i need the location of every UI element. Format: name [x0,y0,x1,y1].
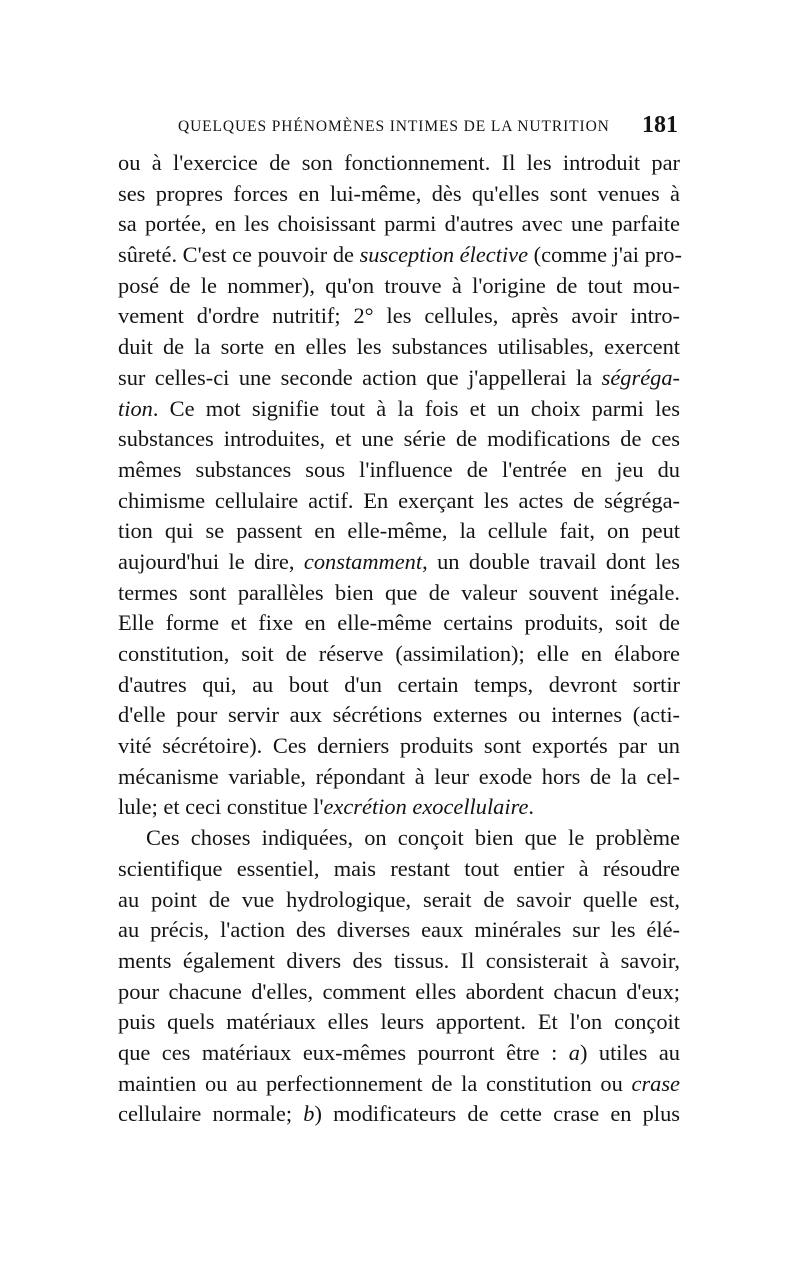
text-run: d'elle pour servir aux sécrétions externes ou internes (acti- [118,702,680,728]
text-line [118,363,680,394]
text-run: substances introduites, et une série de modifications de ces [118,426,680,452]
text-line [118,240,680,271]
text-line [118,148,680,179]
page-number: 181 [642,112,678,138]
text-run: puis quels matériaux elles leurs apportent. Et l'on conçoit [118,1009,680,1035]
text-run: (comme j'ai pro- [528,242,682,268]
text-run: sur celles-ci une seconde action que j'appellerai la [118,364,602,390]
text-run: , un double travail dont les [422,548,680,574]
text-run: aujourd'hui le dire, [118,548,304,574]
text-line [118,946,680,977]
text-line [118,915,680,946]
text-run: . [528,794,535,820]
running-title: QUELQUES PHÉNOMÈNES INTIMES DE LA NUTRITION [178,118,610,135]
text-run: scientifique essentiel, mais restant tout entier à résoudre [118,855,680,881]
text-run: ) utiles au [579,1039,680,1065]
text-line [118,608,680,639]
text-line [118,977,680,1008]
text-line [118,670,680,701]
text-run: au précis, l'action des diverses eaux minérales sur les élé- [118,917,680,943]
text-line [118,578,680,609]
text-run: duit de la sorte en elles les substances utilisables, exercent [118,334,680,360]
italic-text: crase [631,1070,680,1096]
italic-text: ségréga- [601,364,680,390]
text-line [118,455,680,486]
text-run: vement d'ordre nutritif; 2° les cellules, après avoir intro- [118,303,680,329]
text-line [118,332,680,363]
italic-text: tion [118,395,153,421]
text-line [118,271,680,302]
text-run: constitution, soit de réserve (assimilation); elle en élabore [118,641,680,666]
text-run: que ces matériaux eux-mêmes pourront être : [118,1039,569,1065]
text-run: Ces choses indiquées, on conçoit bien que le problème [146,825,680,851]
running-head [118,112,680,142]
text-run: mêmes substances sous l'influence de l'entrée en jeu du [118,456,680,482]
text-line [118,209,680,240]
italic-text: b [303,1101,315,1127]
text-run: cellulaire normale; [118,1101,304,1127]
text-run: lule; et ceci constitue l' [118,794,324,820]
italic-text: constamment [303,548,423,574]
text-line [118,547,680,578]
text-run: ) modificateurs de cette crase en plus [314,1101,680,1127]
text-run: sa portée, en les choisissant parmi d'autres avec une parfaite [118,211,680,237]
text-run: vité sécrétoire). Ces derniers produits sont exportés par un [118,733,680,759]
text-line [118,854,680,885]
text-line [118,639,680,670]
text-line [118,394,680,425]
text-run: posé de le nommer), qu'on trouve à l'origine de tout mou- [118,272,680,298]
text-run: pour chacune d'elles, comment elles abordent chacun d'eux; [118,978,680,1004]
text-run: Elle forme et fixe en elle-même certains produits, soit de [118,610,680,636]
text-line [118,762,680,793]
text-run: chimisme cellulaire actif. En exerçant les actes de ségréga- [118,487,680,513]
text-run: au point de vue hydrologique, serait de savoir quelle est, [118,886,680,912]
text-line [118,486,680,517]
text-line [118,885,680,916]
italic-text: excrétion exocellulaire [323,794,529,820]
text-line [118,516,680,547]
text-line [118,731,680,762]
text-run: termes sont parallèles bien que de valeur souvent inégale. [118,579,680,605]
text-run: . Ce mot signifie tout à la fois et un choix parmi les [152,395,680,421]
text-run: sûreté. C'est ce pouvoir de [118,242,360,268]
italic-text: a [568,1039,580,1065]
text-run: tion qui se passent en elle-même, la cellule fait, on peut [118,518,680,544]
text-line [118,1099,680,1130]
text-line [118,301,680,332]
text-line [118,1069,680,1100]
text-run: maintien ou au perfectionnement de la constitution ou [118,1070,632,1096]
text-run: ments également divers des tissus. Il consisterait à savoir, [118,947,680,973]
text-line [118,1007,680,1038]
text-run: ses propres forces en lui-même, dès qu'elles sont venues à [118,180,680,206]
text-line [118,179,680,210]
italic-text: susception élective [359,242,529,268]
text-line [118,700,680,731]
text-run: d'autres qui, au bout d'un certain temps, devront sortir [118,671,680,697]
text-run: ou à l'exercice de son fonctionnement. Il les introduit par [118,150,680,175]
text-line [118,792,680,823]
body-text [118,148,680,1130]
text-line [118,823,680,854]
text-line [118,424,680,455]
text-run: mécanisme variable, répondant à leur exode hors de la cel- [118,763,680,789]
text-line [118,1038,680,1069]
